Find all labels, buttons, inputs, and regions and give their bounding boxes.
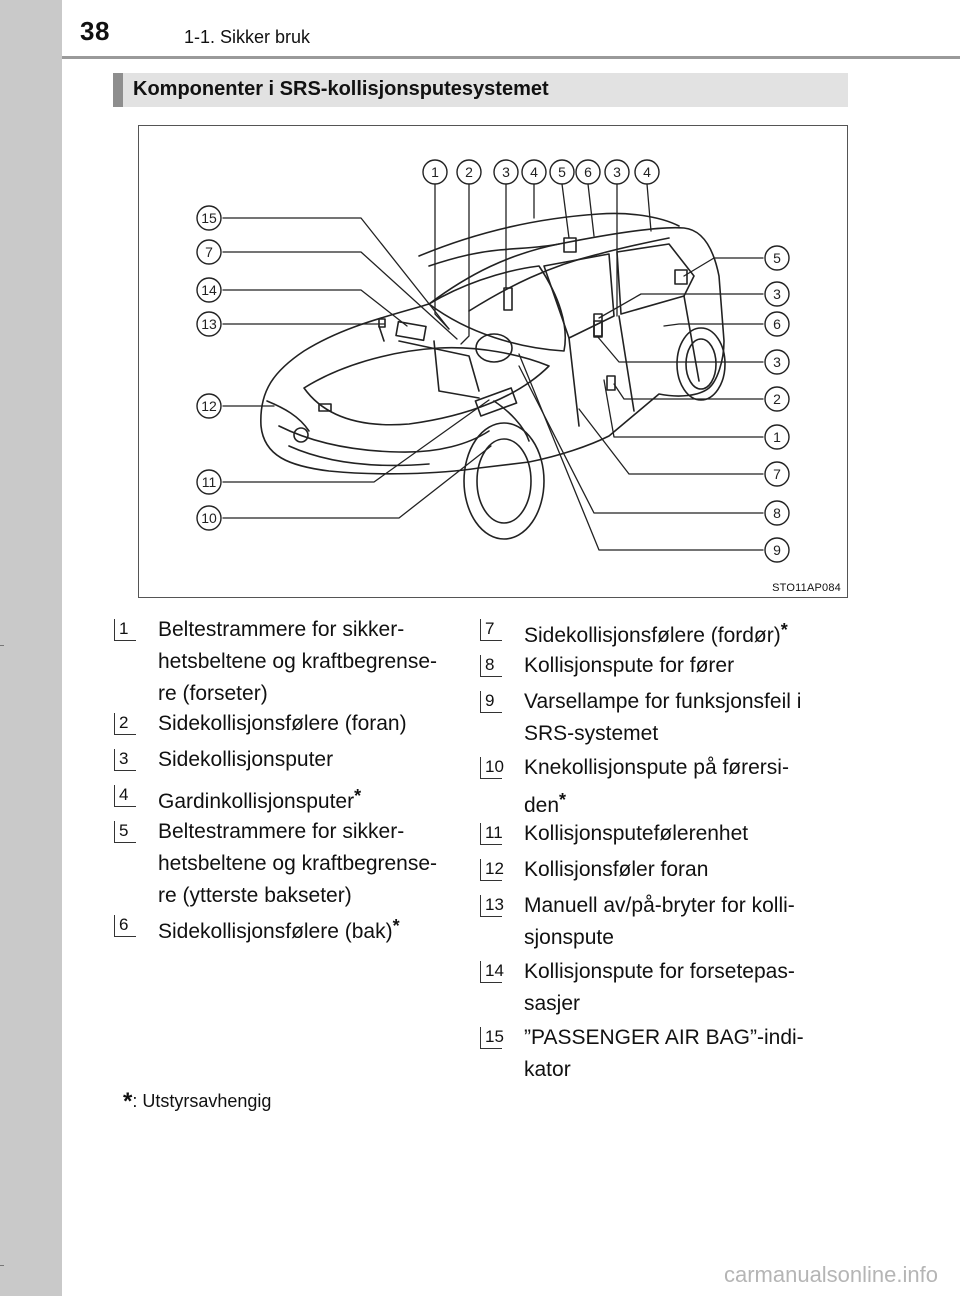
callout-number: 10: [201, 510, 217, 526]
callout-left: [197, 206, 221, 230]
callout-number: 5: [773, 250, 781, 266]
legend-number: 14: [480, 961, 502, 983]
header-rule: [62, 56, 960, 59]
running-head: 1-1. Sikker bruk: [184, 27, 311, 47]
callouts: [139, 126, 847, 597]
legend-text: ”PASSENGER AIR BAG”-indi- kator: [524, 1026, 804, 1081]
callout-right: [765, 282, 789, 306]
callout-number: 12: [201, 398, 217, 414]
watermark: carmanualsonline.info: [723, 1262, 938, 1287]
callout-number: 1: [431, 164, 439, 180]
figure-code: STO11AP084: [772, 582, 841, 594]
callout-right: [765, 387, 789, 411]
callout-number: 4: [643, 164, 651, 180]
section-title: Komponenter i SRS-kollisjonsputesystemet: [133, 78, 549, 100]
callout-number: 6: [773, 316, 781, 332]
legend-text: Sidekollisjonsputer: [158, 748, 334, 771]
legend-number: 15: [480, 1027, 502, 1049]
legend-text: Kollisjonsputefølerenhet: [524, 822, 749, 845]
callout-top: [550, 160, 574, 184]
footnote-star: *: [123, 1088, 133, 1115]
callout-top: [522, 160, 546, 184]
callout-number: 1: [773, 429, 781, 445]
legend-number: 8: [480, 655, 502, 677]
callout-number: 4: [530, 164, 538, 180]
legend-text: Gardinkollisjonsputer*: [158, 786, 362, 813]
callout-number: 5: [558, 164, 566, 180]
legend-star: *: [354, 786, 362, 806]
callout-right: [765, 538, 789, 562]
callout-number: 3: [502, 164, 510, 180]
callout-right: [765, 350, 789, 374]
callout-number: 3: [773, 286, 781, 302]
callout-number: 11: [201, 474, 217, 490]
callout-number: 6: [584, 164, 592, 180]
callout-number: 13: [201, 316, 217, 332]
callout-left: [197, 506, 221, 530]
legend-text: Kollisjonspute for forsetepas- sasjer: [524, 960, 795, 1015]
callout-top: [605, 160, 629, 184]
legend-text: Kollisjonspute for fører: [524, 654, 735, 677]
section-header: [113, 73, 848, 107]
legend-number: 9: [480, 691, 502, 713]
callout-right: [765, 462, 789, 486]
srs-components-figure: [138, 125, 848, 598]
side-tick: [0, 645, 4, 646]
callout-top: [635, 160, 659, 184]
legend-text: Sidekollisjonsfølere (foran): [158, 712, 407, 735]
section-header-accent: [113, 73, 123, 107]
callout-left: [197, 394, 221, 418]
callout-right: [765, 501, 789, 525]
callout-left: [197, 240, 221, 264]
legend-number: 3: [114, 749, 136, 771]
legend-text: Sidekollisjonsfølere (fordør)*: [524, 620, 788, 647]
legend-star: *: [392, 916, 400, 936]
callout-top: [457, 160, 481, 184]
callout-number: 3: [613, 164, 621, 180]
callout-number: 8: [773, 505, 781, 521]
callout-number: 15: [201, 210, 217, 226]
callout-top: [423, 160, 447, 184]
side-tick: [0, 1265, 4, 1266]
legend-text: Varsellampe for funksjonsfeil i SRS-systemet: [524, 690, 802, 745]
legend-number: 7: [480, 619, 502, 641]
legend-text: Sidekollisjonsfølere (bak)*: [158, 916, 400, 943]
legend-number: 6: [114, 915, 136, 937]
callout-right: [765, 425, 789, 449]
callout-left: [197, 312, 221, 336]
callout-top: [494, 160, 518, 184]
legend-number: 1: [114, 619, 136, 641]
legend-star: *: [559, 790, 567, 810]
callout-left: [197, 470, 221, 494]
callout-number: 2: [773, 391, 781, 407]
callout-number: 7: [205, 244, 213, 260]
side-bar: [0, 0, 62, 1296]
legend-text: Beltestrammere for sikker- hetsbeltene og kraftbegrense- re (ytterste bakseter): [158, 820, 438, 907]
callout-number: 9: [773, 542, 781, 558]
legend-number: 10: [480, 757, 502, 779]
legend-number: 2: [114, 713, 136, 735]
legend-text: Knekollisjonspute på førersi- den*: [524, 756, 789, 817]
callout-left: [197, 278, 221, 302]
callout-number: 14: [201, 282, 217, 298]
footnote: [123, 1088, 271, 1116]
legend-number: 12: [480, 859, 502, 881]
legend-star: *: [780, 620, 788, 640]
callout-right: [765, 246, 789, 270]
legend-text: Kollisjonsføler foran: [524, 858, 709, 881]
legend-number: 13: [480, 895, 502, 917]
callout-number: 7: [773, 466, 781, 482]
legend-text: Manuell av/på-bryter for kolli- sjonspute: [524, 894, 795, 949]
callout-top: [576, 160, 600, 184]
callout-number: 3: [773, 354, 781, 370]
callout-right: [765, 312, 789, 336]
callout-number: 2: [465, 164, 473, 180]
legend-number: 4: [114, 785, 136, 807]
legend-text: Beltestrammere for sikker- hetsbeltene og kraftbegrense- re (forseter): [158, 618, 438, 705]
footnote-text: : Utstyrsavhengig: [132, 1091, 272, 1111]
page-number: 38: [80, 16, 110, 46]
legend-number: 11: [480, 823, 502, 845]
legend-number: 5: [114, 821, 136, 843]
